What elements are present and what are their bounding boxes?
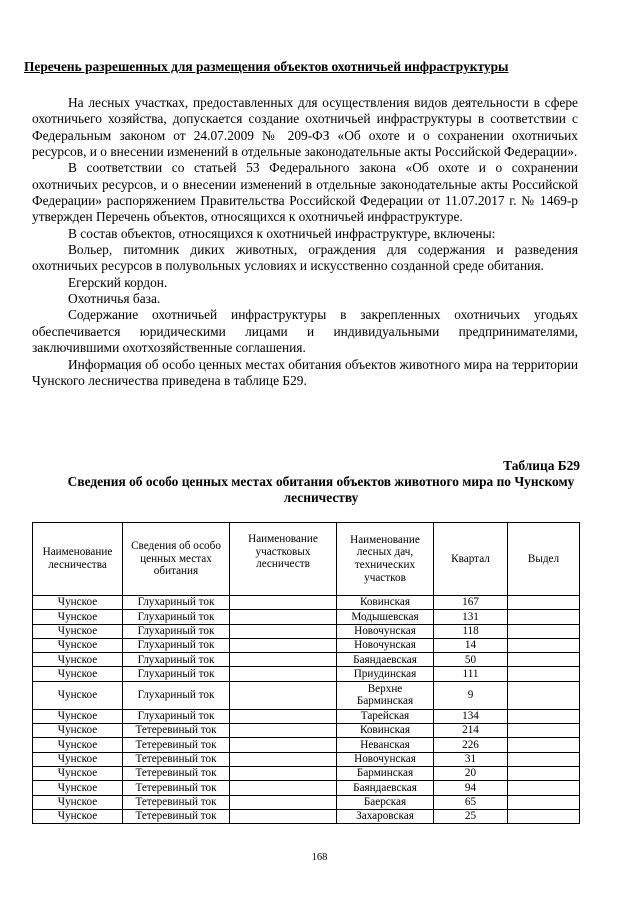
table-row — [33, 638, 580, 652]
table-cell — [508, 624, 580, 638]
table-cell: Чунское — [33, 667, 123, 681]
table-row — [33, 624, 580, 638]
table-cell: Ковинская — [337, 724, 434, 738]
table-row — [33, 667, 580, 681]
table-cell: Тетеревиный ток — [123, 752, 230, 766]
table-row — [33, 653, 580, 667]
table-cell: Чунское — [33, 724, 123, 738]
table-cell: 25 — [434, 809, 508, 823]
table-cell: Чунское — [33, 653, 123, 667]
table-cell: Чунское — [33, 809, 123, 823]
table-cell — [508, 795, 580, 809]
table-cell: Баяндаевская — [337, 653, 434, 667]
table-cell — [230, 681, 337, 709]
table-row — [33, 752, 580, 766]
table-cell: Барминская — [337, 766, 434, 780]
table-cell — [230, 738, 337, 752]
table-cell — [230, 724, 337, 738]
table-cell: Глухариный ток — [123, 638, 230, 652]
table-cell: Глухариный ток — [123, 667, 230, 681]
paragraph: Содержание охотничьей инфраструктуры в закрепленных охотничьих угодьях обеспечивается юридическими лицами и индивидуальными предпринимателями, заключившими охотхозяйственные соглашения. — [32, 307, 578, 356]
table-row — [33, 738, 580, 752]
paragraph: В соответствии со статьей 53 Федерального закона «Об охоте и о сохранении охотничьих ресурсов, и о внесении изменений в отдельные законодательные акты Российской Федерации» распоряжением Правительства Российской Федерации от 11.07.2017 г. № 1469-р утвержден Перечень объектов, относящихся к охотничьей инфраструктуре. — [32, 160, 578, 225]
table-cell: Чунское — [33, 752, 123, 766]
table-cell: 65 — [434, 795, 508, 809]
table-cell: Новочунская — [337, 638, 434, 652]
table-cell: Тетеревиный ток — [123, 766, 230, 780]
table-cell: 118 — [434, 624, 508, 638]
table-cell — [508, 809, 580, 823]
table-cell — [508, 610, 580, 624]
table-cell: 131 — [434, 610, 508, 624]
paragraph: Охотничья база. — [68, 291, 161, 307]
table-cell: 50 — [434, 653, 508, 667]
habitat-table — [32, 522, 580, 824]
table-cell — [508, 638, 580, 652]
table-cell: Верхне Барминская — [337, 681, 434, 709]
column-header: Наименование лесных дач, технических участков — [337, 523, 434, 596]
table-cell: Баерская — [337, 795, 434, 809]
table-row — [33, 724, 580, 738]
table-row — [33, 610, 580, 624]
table-cell: Модышевская — [337, 610, 434, 624]
table-cell — [508, 667, 580, 681]
table-cell — [230, 667, 337, 681]
table-cell: Чунское — [33, 709, 123, 723]
paragraph: В состав объектов, относящихся к охотничьей инфраструктуре, включены: — [68, 225, 496, 241]
table-cell — [230, 610, 337, 624]
paragraph: Вольер, питомник диких животных, ограждения для содержания и разведения охотничьих ресурсов в полувольных условиях и искусственно созданной среде обитания. — [32, 242, 578, 274]
table-cell: 9 — [434, 681, 508, 709]
table-cell: Чунское — [33, 624, 123, 638]
table-cell — [230, 709, 337, 723]
table-cell: Глухариный ток — [123, 709, 230, 723]
table-cell: Чунское — [33, 638, 123, 652]
table-caption: Таблица Б29 — [503, 458, 580, 473]
table-cell — [230, 766, 337, 780]
table-cell — [508, 781, 580, 795]
table-cell: Глухариный ток — [123, 653, 230, 667]
column-header: Квартал — [434, 523, 508, 596]
table-cell — [508, 681, 580, 709]
table-cell: Захаровская — [337, 809, 434, 823]
body-text — [32, 95, 578, 389]
table-row — [33, 596, 580, 610]
table-cell: Чунское — [33, 738, 123, 752]
column-header: Выдел — [508, 523, 580, 596]
table-cell: Глухариный ток — [123, 610, 230, 624]
table-cell: Тарейская — [337, 709, 434, 723]
table-cell: Тетеревиный ток — [123, 738, 230, 752]
table-row — [33, 809, 580, 823]
paragraph: На лесных участках, предоставленных для осуществления видов деятельности в сфере охотничьего хозяйства, допускается создание охотничьей инфраструктуры в соответствии с Федеральным законом от 24.07.2009 № 209-ФЗ «Об охоте и о сохранении охотничьих ресурсов, и о внесении изменений в отдельные законодательные акты Российской Федерации». — [32, 95, 578, 160]
table-cell — [230, 624, 337, 638]
table-row — [33, 766, 580, 780]
column-header: Наименование участковых лесничеств — [230, 523, 337, 596]
table-row — [33, 781, 580, 795]
table-cell — [508, 653, 580, 667]
table-cell: 167 — [434, 596, 508, 610]
table-cell: Тетеревиный ток — [123, 809, 230, 823]
table-cell: Чунское — [33, 766, 123, 780]
table-cell — [508, 709, 580, 723]
table-cell: Глухариный ток — [123, 596, 230, 610]
table-cell: Новочунская — [337, 752, 434, 766]
table-title: Сведения об особо ценных местах обитания объектов животного мира по Чунскому лесничеству — [67, 474, 575, 505]
table-cell: Чунское — [33, 681, 123, 709]
table-cell — [230, 795, 337, 809]
table-cell: Глухариный ток — [123, 624, 230, 638]
table-cell: Чунское — [33, 795, 123, 809]
column-header: Наименование лесничества — [33, 523, 123, 596]
table-cell: 134 — [434, 709, 508, 723]
table-cell — [508, 724, 580, 738]
table-cell — [230, 638, 337, 652]
table-cell — [508, 738, 580, 752]
table-cell: Чунское — [33, 596, 123, 610]
column-header: Сведения об особо ценных местах обитания — [123, 523, 230, 596]
table-cell: 111 — [434, 667, 508, 681]
table-cell — [230, 781, 337, 795]
table-row — [33, 681, 580, 709]
table-cell: Приудинская — [337, 667, 434, 681]
table-cell: Баяндаевская — [337, 781, 434, 795]
table-cell: 20 — [434, 766, 508, 780]
table-cell: 226 — [434, 738, 508, 752]
table-cell: Тетеревиный ток — [123, 724, 230, 738]
table-cell: Ковинская — [337, 596, 434, 610]
table-cell — [508, 596, 580, 610]
paragraph: Информация об особо ценных местах обитания объектов животного мира на территории Чунского лесничества приведена в таблице Б29. — [32, 356, 578, 388]
paragraph: Егерский кордон. — [68, 274, 168, 290]
table-cell — [230, 752, 337, 766]
page-number: 168 — [311, 852, 328, 863]
table-cell: 214 — [434, 724, 508, 738]
table-cell: 31 — [434, 752, 508, 766]
table-cell — [230, 653, 337, 667]
table-row — [33, 709, 580, 723]
section-heading: Перечень разрешенных для размещения объектов охотничьей инфраструктуры — [24, 59, 509, 74]
table-cell: Тетеревиный ток — [123, 781, 230, 795]
table-cell: Неванская — [337, 738, 434, 752]
table-cell — [230, 596, 337, 610]
table-cell — [508, 752, 580, 766]
table-cell: Новочунская — [337, 624, 434, 638]
table-cell: Тетеревиный ток — [123, 795, 230, 809]
table-row — [33, 795, 580, 809]
table-cell: Чунское — [33, 781, 123, 795]
table-cell — [508, 766, 580, 780]
table-header-row — [33, 523, 580, 596]
table-cell: 14 — [434, 638, 508, 652]
table-cell: Глухариный ток — [123, 681, 230, 709]
table-cell: 94 — [434, 781, 508, 795]
table-cell — [230, 809, 337, 823]
table-cell: Чунское — [33, 610, 123, 624]
